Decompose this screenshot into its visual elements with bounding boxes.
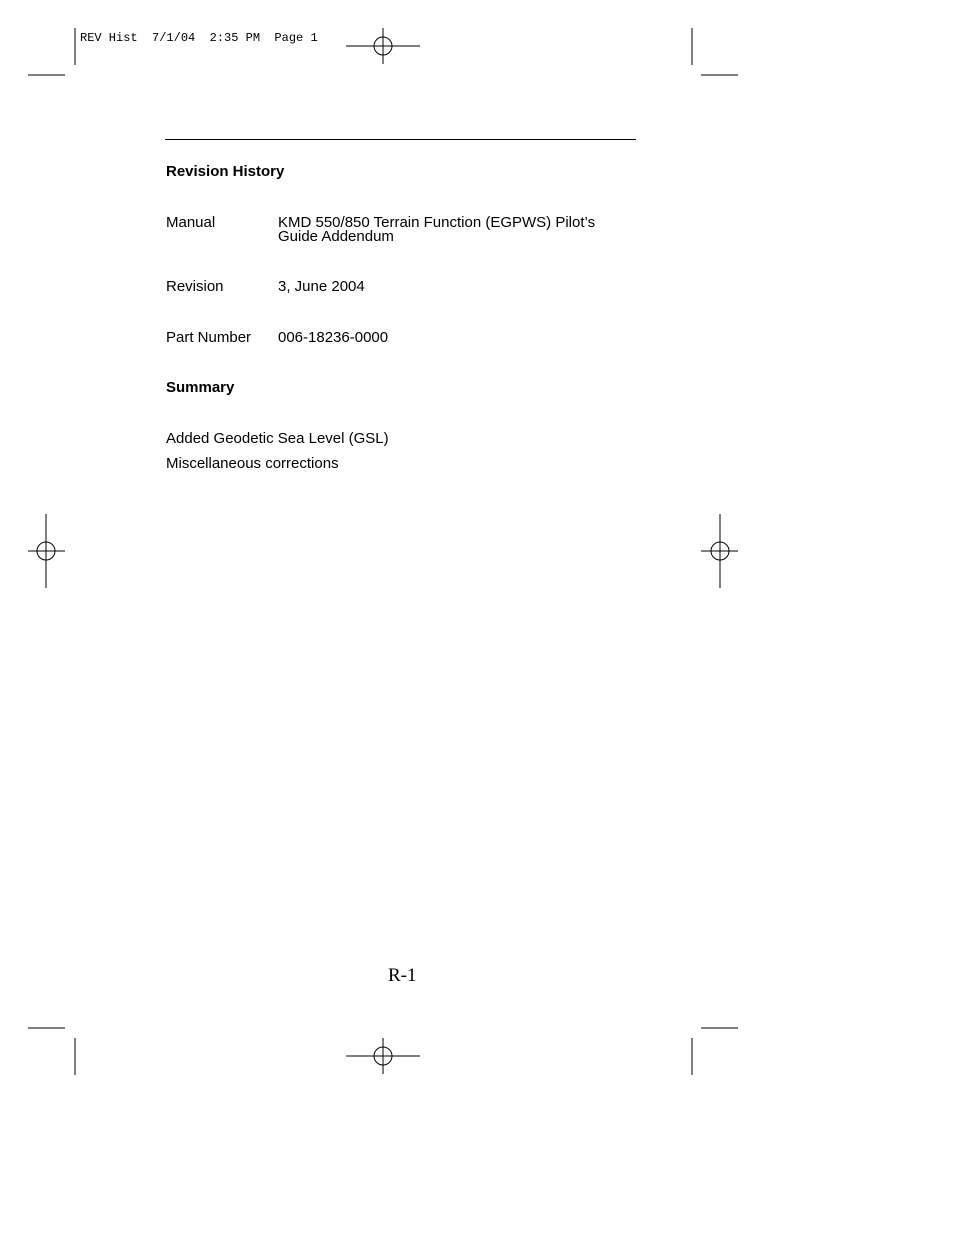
field-label-manual: Manual	[166, 214, 216, 231]
field-value-manual-line-1: KMD 550/850 Terrain Function (EGPWS) Pilot’s	[278, 214, 596, 231]
crop-mark-bottom-left	[28, 1028, 75, 1075]
crop-mark-top-left	[28, 28, 75, 75]
field-value-manual-line-2: Guide Addendum	[278, 228, 394, 245]
registration-mark-top	[346, 28, 420, 64]
crop-mark-top-right	[692, 28, 738, 75]
header-rule	[165, 139, 636, 140]
registration-mark-right	[701, 514, 738, 588]
field-value-manual	[278, 216, 618, 244]
field-label-part-number: Part Number	[166, 329, 252, 346]
print-slug: REV Hist 7/1/04 2:35 PM Page 1	[80, 31, 318, 45]
field-value-revision: 3, June 2004	[278, 278, 365, 295]
crop-mark-bottom-right	[692, 1028, 738, 1075]
page-number: R-1	[388, 965, 417, 986]
summary-item: Added Geodetic Sea Level (GSL)	[166, 430, 389, 447]
field-label-revision: Revision	[166, 278, 224, 295]
summary-item: Miscellaneous corrections	[166, 455, 339, 472]
field-value-part-number: 006-18236-0000	[278, 329, 389, 346]
registration-mark-bottom	[346, 1038, 420, 1074]
page-title: Revision History	[166, 163, 285, 180]
summary-heading: Summary	[166, 379, 235, 396]
registration-mark-left	[28, 514, 65, 588]
